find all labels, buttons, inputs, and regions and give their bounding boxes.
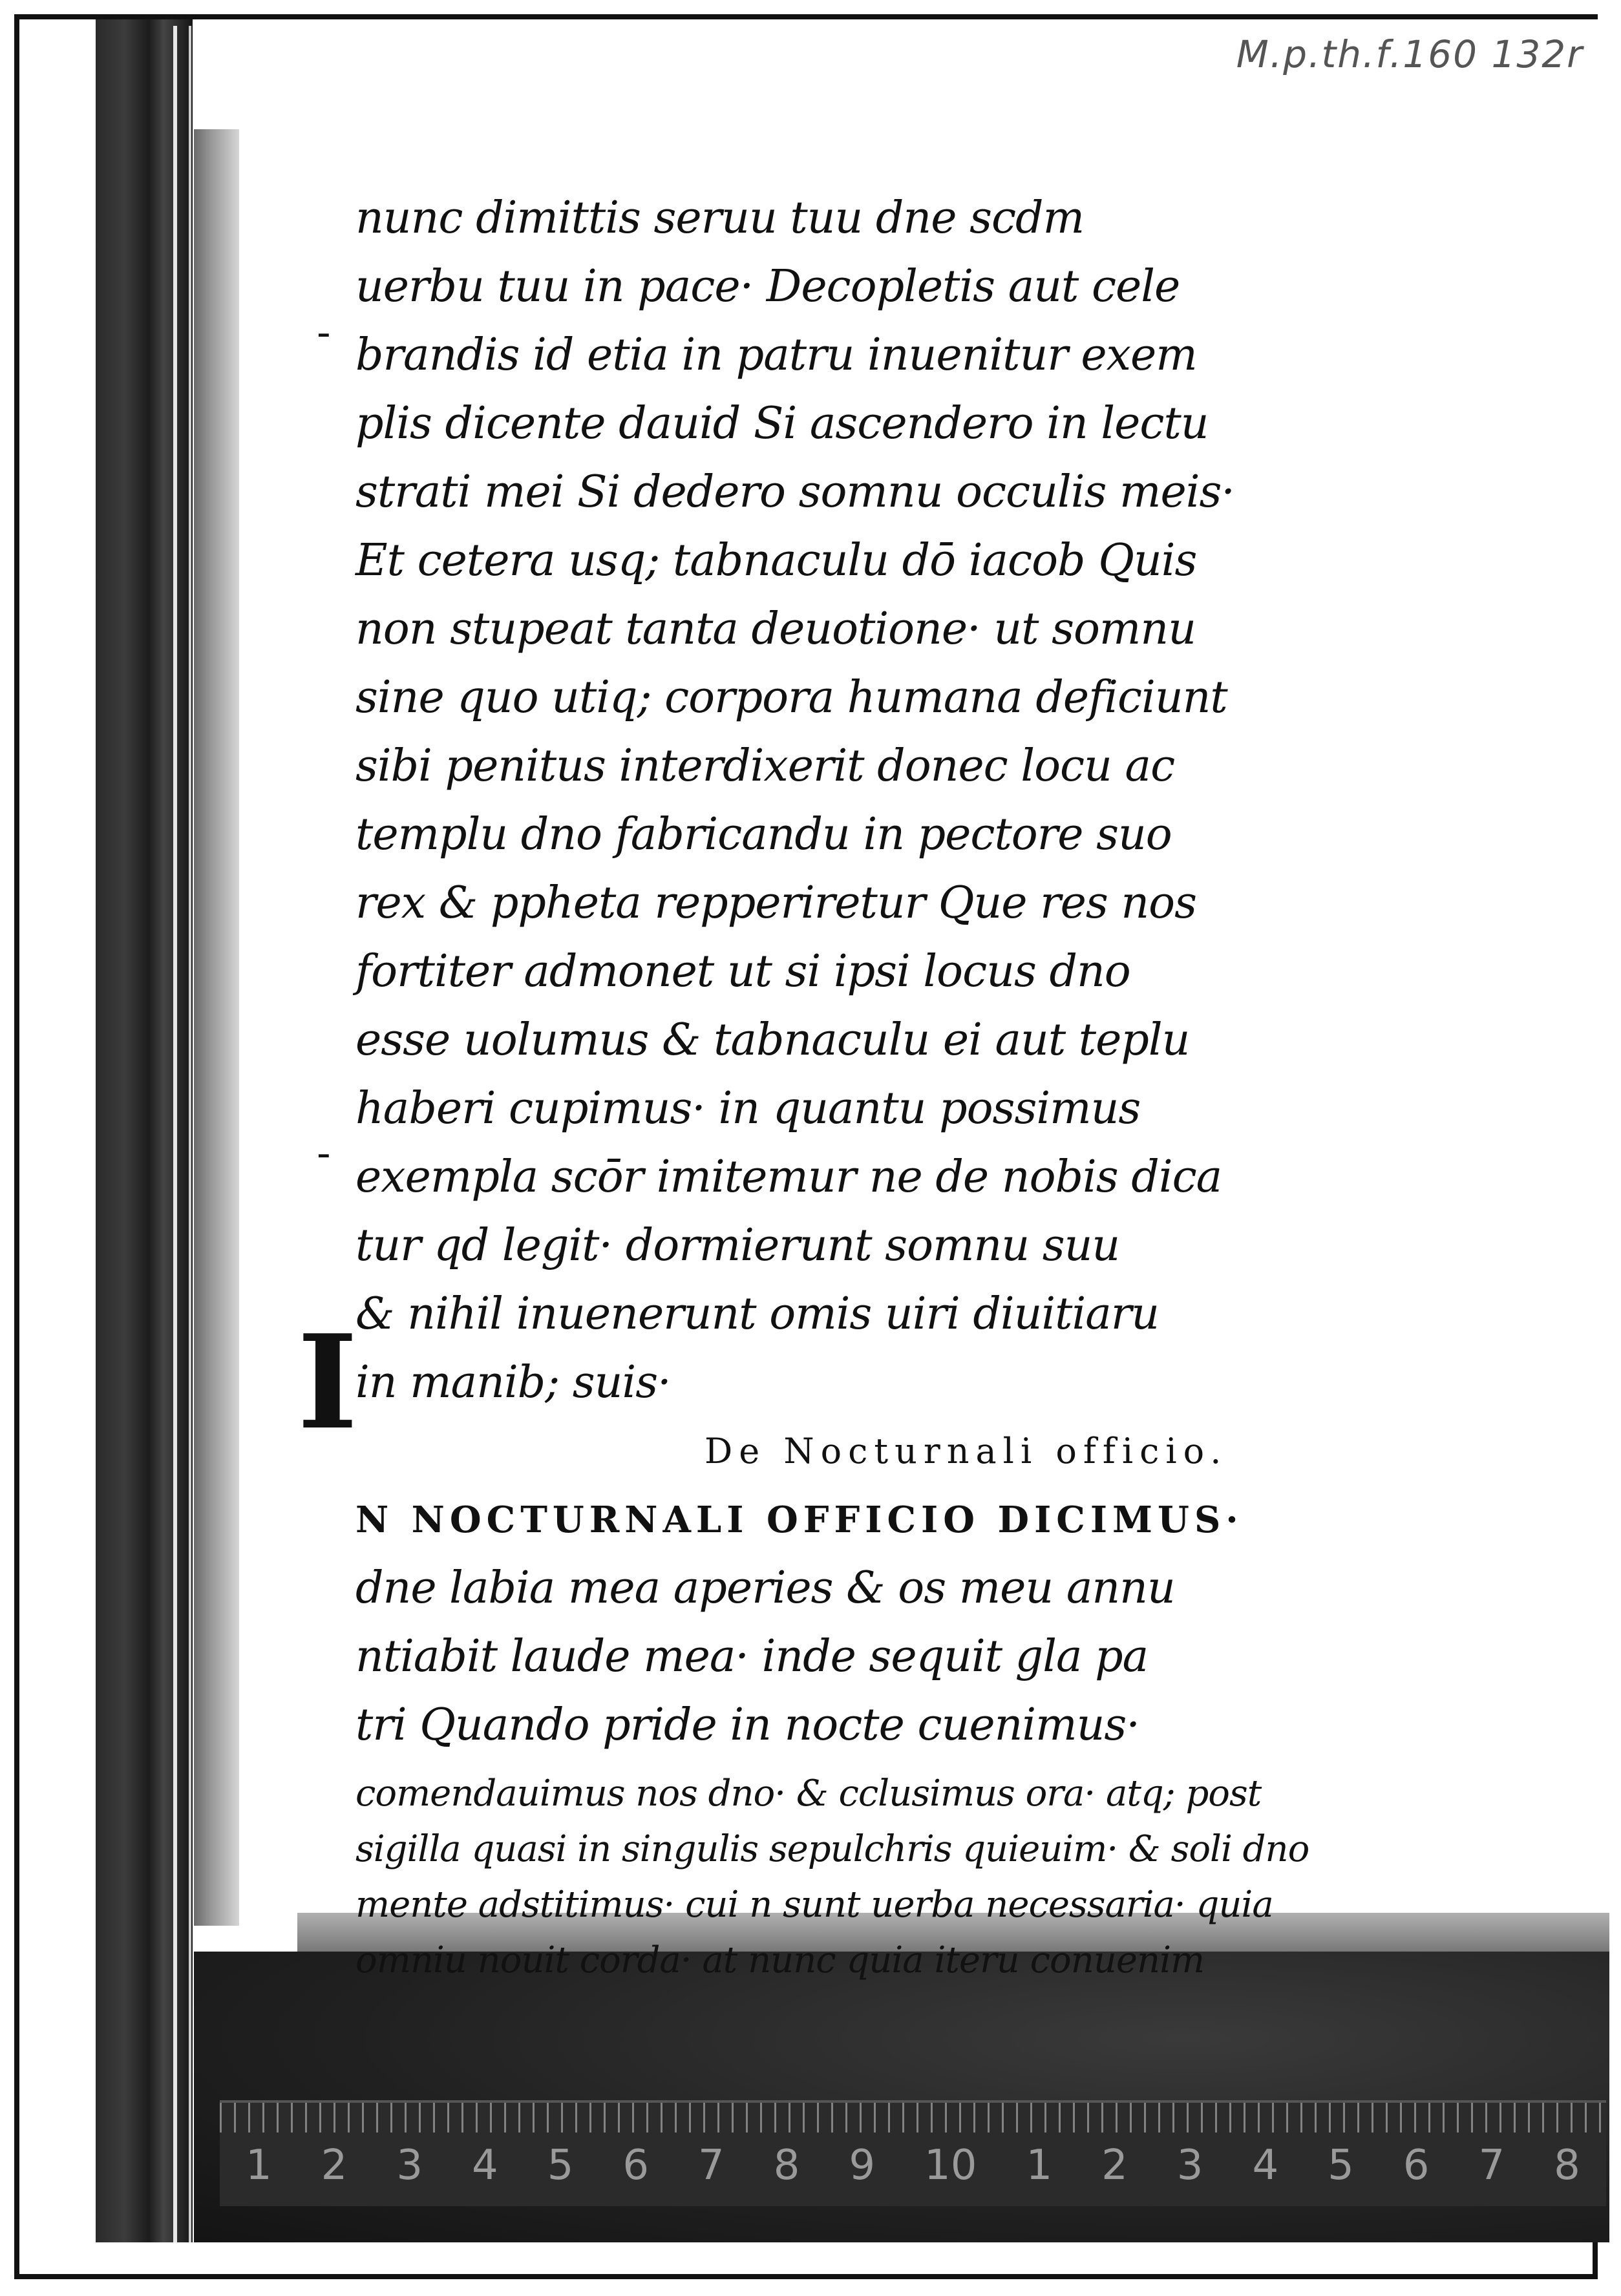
text-line: ntiabit laude mea· inde sequit gla pa [355,1631,1149,1682]
text-line: omniu nouit corda· at nunc quia iteru conuenim [355,1939,1205,1981]
text-line: haberi cupimus· in quantu possimus [355,1083,1141,1134]
text-line: uerbu tuu in pace· Decopletis aut cele [355,261,1180,312]
ruler-number: 1 [246,2142,272,2189]
text-line: sigilla quasi in singulis sepulchris quieuim· & soli dno [355,1828,1309,1870]
ruler-number: 4 [472,2142,498,2189]
added-heading: De Nocturnali officio. [705,1431,1228,1471]
text-line: comendauimus nos dno· & cclusimus ora· atq; post [355,1773,1262,1815]
text-line: rex & ppheta repperiretur Que res nos [355,878,1197,929]
main-text [355,184,1309,1988]
margin-dash: - [317,1131,331,1176]
ruler-number: 8 [1554,2142,1580,2189]
margin-dash: - [317,310,331,355]
text-line: templu dno fabricandu in pectore suo [355,809,1172,860]
text-line: sibi penitus interdixerit donec locu ac [355,741,1175,792]
text-line: in manib; suis· [355,1357,671,1408]
text-line: Et cetera usq; tabnaculu dō iacob Quis [355,535,1197,586]
text-line: sine quo utiq; corpora humana deficiunt [355,672,1227,723]
text-line: exempla scōr imitemur ne de nobis dica [355,1152,1222,1203]
ruler-number: 7 [1478,2142,1505,2189]
decorated-initial: I [297,1307,358,1459]
binding-spine [96,19,193,2242]
ruler-number: 6 [622,2142,650,2189]
text-line: dne labia mea aperies & os meu annu [355,1563,1175,1614]
text-line: brandis id etia in patru inuenitur exem [355,330,1197,381]
text-lines-after-rubric [355,1554,1260,1760]
rubric-line: N NOCTURNALI OFFICIO DICIMUS· [355,1499,1244,1541]
leaf-edge-shadow [194,129,239,1926]
text-line: esse uolumus & tabnaculu ei aut teplu [355,1015,1190,1066]
ruler-number: 8 [773,2142,800,2189]
text-line: plis dicente dauid Si ascendero in lectu [355,398,1209,449]
ruler-number: 7 [698,2142,725,2189]
ruler-number: 2 [321,2142,348,2189]
ruler-number: 5 [547,2142,574,2189]
ruler-number: 5 [1328,2142,1354,2189]
measuring-ruler [220,2100,1606,2206]
small-text-lines [355,1766,1309,1988]
ruler-number: 1 [1026,2142,1053,2189]
text-line: tur qd legit· dormierunt somnu suu [355,1220,1120,1271]
ruler-number: 6 [1403,2142,1430,2189]
text-line: non stupeat tanta deuotione· ut somnu [355,604,1196,655]
text-line: nunc dimittis seruu tuu dne scdm [355,193,1085,244]
shelfmark-annotation: M.p.th.f.160 132r [1236,32,1584,76]
text-line: strati mei Si dedero somnu occulis meis· [355,467,1235,518]
ruler-number: 9 [849,2142,876,2189]
text-line: fortiter admonet ut si ipsi locus dno [355,946,1130,997]
spine-highlight [173,26,177,2242]
spine-highlight-2 [189,26,191,2242]
ruler-number: 2 [1101,2142,1128,2189]
ruler-number: 3 [1176,2142,1203,2189]
ruler-number: 4 [1252,2142,1279,2189]
text-lines [355,184,1260,1417]
text-line: tri Quando pride in nocte cuenimus· [355,1700,1139,1751]
ruler-numbers [220,2142,1606,2200]
ruler-ticks [220,2103,1606,2133]
ruler-number: 3 [396,2142,423,2189]
text-line: mente adstitimus· cui n sunt uerba necessaria· quia [355,1884,1273,1926]
ruler-number: 10 [924,2142,977,2189]
text-line: & nihil inuenerunt omis uiri diuitiaru [355,1289,1160,1340]
